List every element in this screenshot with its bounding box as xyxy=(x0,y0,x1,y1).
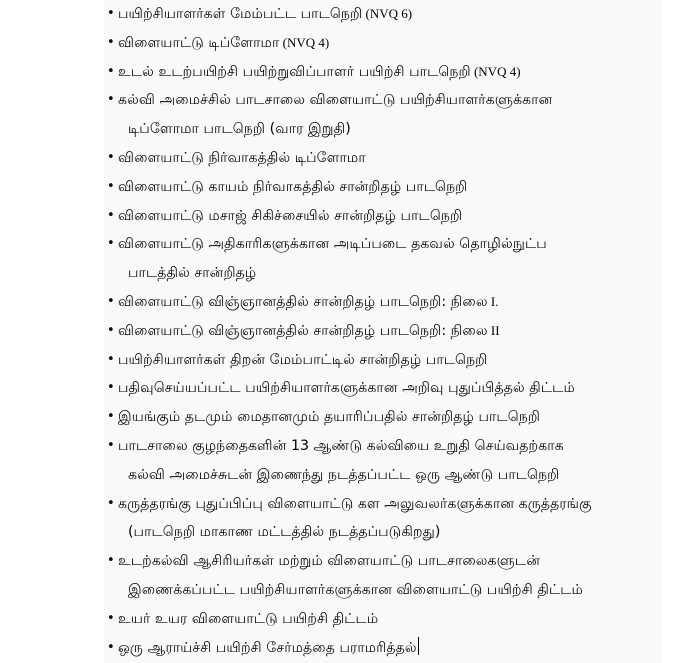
bullet-icon: • xyxy=(107,207,115,223)
list-item xyxy=(104,403,664,432)
bullet-icon: • xyxy=(107,236,115,252)
list-item xyxy=(104,0,664,29)
list-item-continuation: பாடத்தில் சான்றிதழ் xyxy=(128,265,257,282)
list-item xyxy=(104,202,664,231)
list-item xyxy=(104,374,664,403)
list-item xyxy=(104,547,664,605)
list-item-code: I. xyxy=(487,293,499,309)
list-item-text: கல்வி அமைச்சில் பாடசாலை விளையாட்டு பயிற்சியாளர்களுக்கான xyxy=(118,92,553,109)
list-item-text: இயங்கும் தடமும் மைதானமும் தயாரிப்பதில் சான்றிதழ் பாடநெறி xyxy=(118,409,541,426)
list-item xyxy=(104,288,664,317)
list-item-text: பதிவுசெய்யப்பட்ட பயிற்சியாளர்களுக்கான அறிவு புதுப்பித்தல் திட்டம் xyxy=(118,380,575,397)
list-item-text: விளையாட்டு மசாஜ் சிகிச்சையில் சான்றிதழ் பாடநெறி xyxy=(118,207,463,224)
list-item xyxy=(104,173,664,202)
bullet-icon: • xyxy=(107,293,115,309)
list-item-text: விளையாட்டு டிப்ளோமா xyxy=(118,34,280,51)
list-item xyxy=(104,432,664,490)
list-item xyxy=(104,29,664,58)
list-item-text: உயர் உயர விளையாட்டு பயிற்சி திட்டம் xyxy=(118,610,379,627)
bullet-icon: • xyxy=(107,610,115,626)
bullet-icon: • xyxy=(107,351,115,367)
bullet-icon: • xyxy=(107,409,115,425)
list-item-text: ஒரு ஆராய்ச்சி பயிற்சி சேர்மத்தை பராமரித்தல் xyxy=(118,639,417,656)
list-item-text: பாடசாலை குழந்தைகளின் 13 ஆண்டு கல்வியை உறுதி செய்வதற்காக xyxy=(118,437,564,454)
list-item-text: விளையாட்டு விஞ்ஞானத்தில் சான்றிதழ் பாடநெறி: நிலை xyxy=(118,293,488,310)
list-item-code: (NVQ 4) xyxy=(279,34,330,50)
bullet-icon: • xyxy=(107,380,115,396)
list-item xyxy=(104,634,664,663)
list-item-text: பயிற்சியாளர்கள் மேம்பட்ட பாடநெறி xyxy=(118,6,363,22)
list-item-continuation: கல்வி அமைச்சுடன் இணைந்து நடத்தப்பட்ட ஒரு ஆண்டு பாடநெறி xyxy=(128,466,560,483)
bullet-icon: • xyxy=(107,34,115,50)
list-item-text: உடற்கல்வி ஆசிரியர்கள் மற்றும் விளையாட்டு பாடசாலைகளுடன் xyxy=(118,553,540,570)
list-item-text: விளையாட்டு நிர்வாகத்தில் டிப்ளோமா xyxy=(118,149,366,166)
list-item-code: II xyxy=(487,322,500,338)
bullet-icon: • xyxy=(107,178,115,194)
bullet-icon: • xyxy=(107,149,115,165)
list-item-text: கருத்தரங்கு புதுப்பிப்பு விளையாட்டு கள அலுவலர்களுக்கான கருத்தரங்கு xyxy=(118,495,592,512)
course-list xyxy=(104,0,664,662)
list-item-text: விளையாட்டு அதிகாரிகளுக்கான அடிப்படை தகவல் தொழில்நுட்ப xyxy=(118,236,547,253)
list-item xyxy=(104,58,664,87)
list-item-continuation: டிப்ளோமா பாடநெறி (வார இறுதி) xyxy=(128,121,351,138)
list-item-continuation: இணைக்கப்பட்ட பயிற்சியாளர்களுக்கான விளையாட்டு பயிற்சி திட்டம் xyxy=(128,581,583,598)
list-item xyxy=(104,605,664,634)
list-item-text: விளையாட்டு காயம் நிர்வாகத்தில் சான்றிதழ் பாடநெறி xyxy=(118,178,468,195)
list-item xyxy=(104,346,664,375)
text-cursor xyxy=(418,637,419,655)
list-item-text: உடல் உடற்பயிற்சி பயிற்றுவிப்பாளர் பயிற்சி பாடநெறி xyxy=(118,63,471,80)
list-item-text: பயிற்சியாளர்கள் திறன் மேம்பாட்டில் சான்றிதழ் பாடநெறி xyxy=(118,351,488,368)
list-item xyxy=(104,230,664,288)
bullet-icon: • xyxy=(107,92,115,108)
list-item-text: விளையாட்டு விஞ்ஞானத்தில் சான்றிதழ் பாடநெறி: நிலை xyxy=(118,322,488,339)
bullet-icon: • xyxy=(107,495,115,511)
list-item-code: (NVQ 4) xyxy=(470,63,521,79)
list-item-code: (NVQ 6) xyxy=(362,6,413,21)
bullet-icon: • xyxy=(107,553,115,569)
bullet-icon: • xyxy=(107,639,115,655)
list-item xyxy=(104,317,664,346)
bullet-icon: • xyxy=(107,322,115,338)
list-item xyxy=(104,144,664,173)
bullet-icon: • xyxy=(107,63,115,79)
bullet-icon: • xyxy=(107,6,115,21)
list-item xyxy=(104,490,664,548)
list-item xyxy=(104,86,664,144)
list-item-continuation: (பாடநெறி மாகாண மட்டத்தில் நடத்தப்படுகிறது) xyxy=(128,524,441,541)
bullet-icon: • xyxy=(107,437,115,453)
